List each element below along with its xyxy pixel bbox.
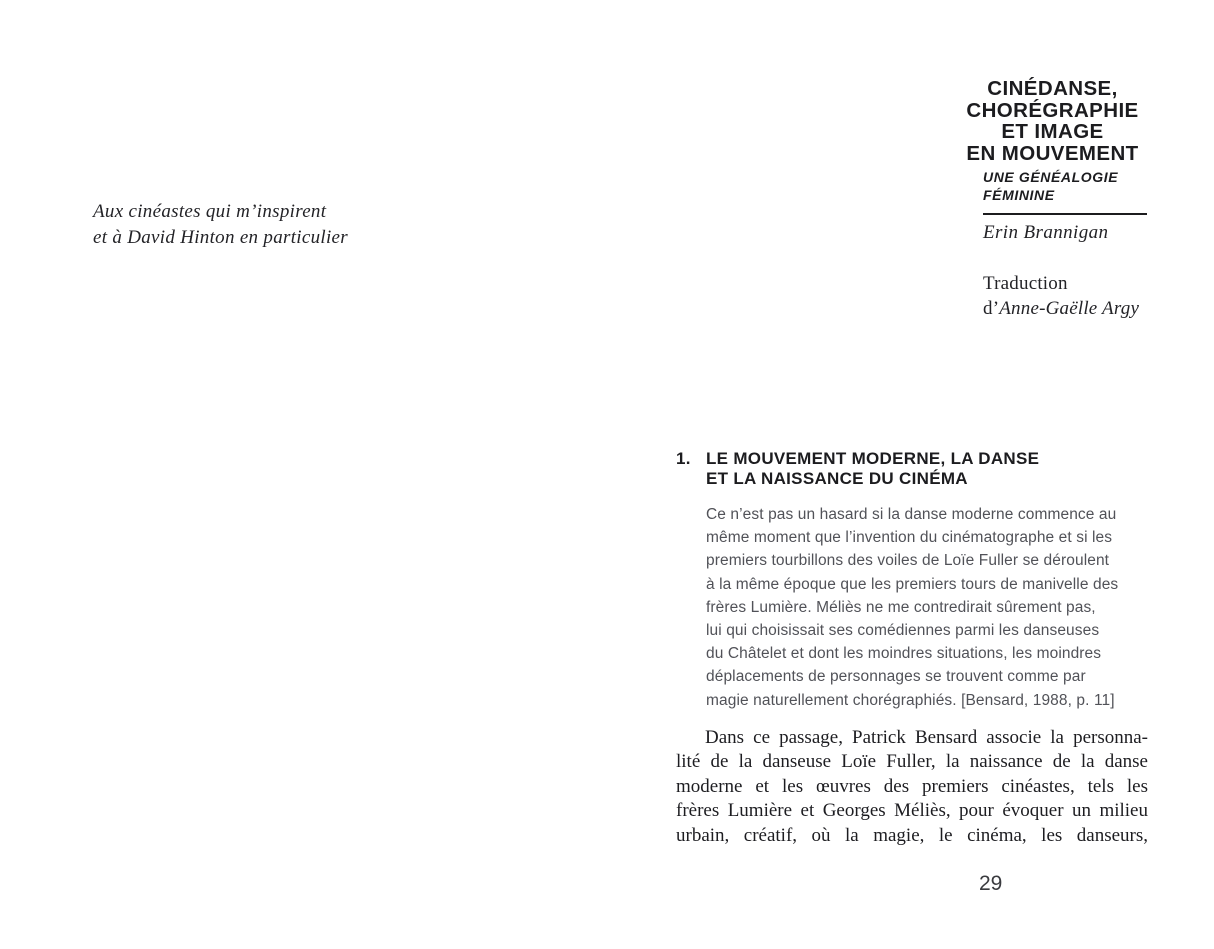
quote-line: déplacements de personnages se trouvent comme par <box>706 668 1086 686</box>
quote-line: du Châtelet et dont les moindres situations, les moindres <box>706 645 1102 663</box>
body-line: urbain, créatif, où la magie, le cinéma, les danseurs, <box>676 824 1148 846</box>
body-paragraph <box>676 726 1148 848</box>
book-subtitle-line: FÉMININE <box>983 186 1055 203</box>
quote-line: lui qui choisissait ses comédiennes parmi les danseuses <box>706 622 1100 640</box>
body-line: lité de la danseuse Loïe Fuller, la naissance de la danse <box>676 751 1148 773</box>
chapter-number: 1. <box>676 449 691 468</box>
body-line: moderne et les œuvres des premiers cinéastes, tels les <box>676 775 1148 797</box>
book-title-line: EN MOUVEMENT <box>966 142 1139 166</box>
dedication-line: Aux cinéastes qui m’inspirent <box>93 201 327 222</box>
title-rule-divider <box>983 213 1147 215</box>
book-subtitle <box>983 169 1118 204</box>
quote-line: même moment que l’invention du cinématographe et si les <box>706 529 1113 547</box>
body-line: frères Lumière et Georges Méliès, pour évoquer un milieu <box>676 800 1148 822</box>
translator-line <box>983 296 1139 321</box>
chapter-heading <box>676 449 1039 489</box>
book-title <box>948 78 1157 165</box>
quote-line: Ce n’est pas un hasard si la danse moderne commence au <box>706 506 1117 523</box>
chapter-title-line: LE MOUVEMENT MODERNE, LA DANSE <box>706 449 1040 468</box>
translation-label: Traduction <box>983 273 1068 294</box>
author-name: Erin Brannigan <box>983 222 1109 243</box>
quote-line: frères Lumière. Méliès ne me contredirait sûrement pas, <box>706 598 1096 616</box>
book-title-line: CHORÉGRAPHIE <box>966 98 1139 122</box>
quote-line: à la même époque que les premiers tours de manivelle des <box>706 575 1119 593</box>
translator-prefix: d’ <box>983 298 1000 319</box>
chapter-title-line: ET LA NAISSANCE DU CINÉMA <box>706 468 968 488</box>
translation-credit <box>983 271 1139 321</box>
page-number: 29 <box>979 872 1003 895</box>
book-subtitle-line: UNE GÉNÉALOGIE <box>983 169 1119 185</box>
book-title-line: ET IMAGE <box>1001 120 1104 144</box>
quote-line: premiers tourbillons des voiles de Loïe Fuller se déroulent <box>706 552 1110 570</box>
block-quote <box>706 503 1118 712</box>
quote-line: magie naturellement chorégraphiés. [Bensard, 1988, p. 11] <box>706 691 1115 709</box>
book-title-line: CINÉDANSE, <box>987 77 1118 100</box>
dedication-line: et à David Hinton en particulier <box>93 227 348 248</box>
dedication <box>93 199 348 251</box>
translator-name: Anne-Gaëlle Argy <box>999 298 1140 319</box>
chapter-title <box>706 449 1039 489</box>
body-line: Dans ce passage, Patrick Bensard associe la personna- <box>705 727 1148 748</box>
